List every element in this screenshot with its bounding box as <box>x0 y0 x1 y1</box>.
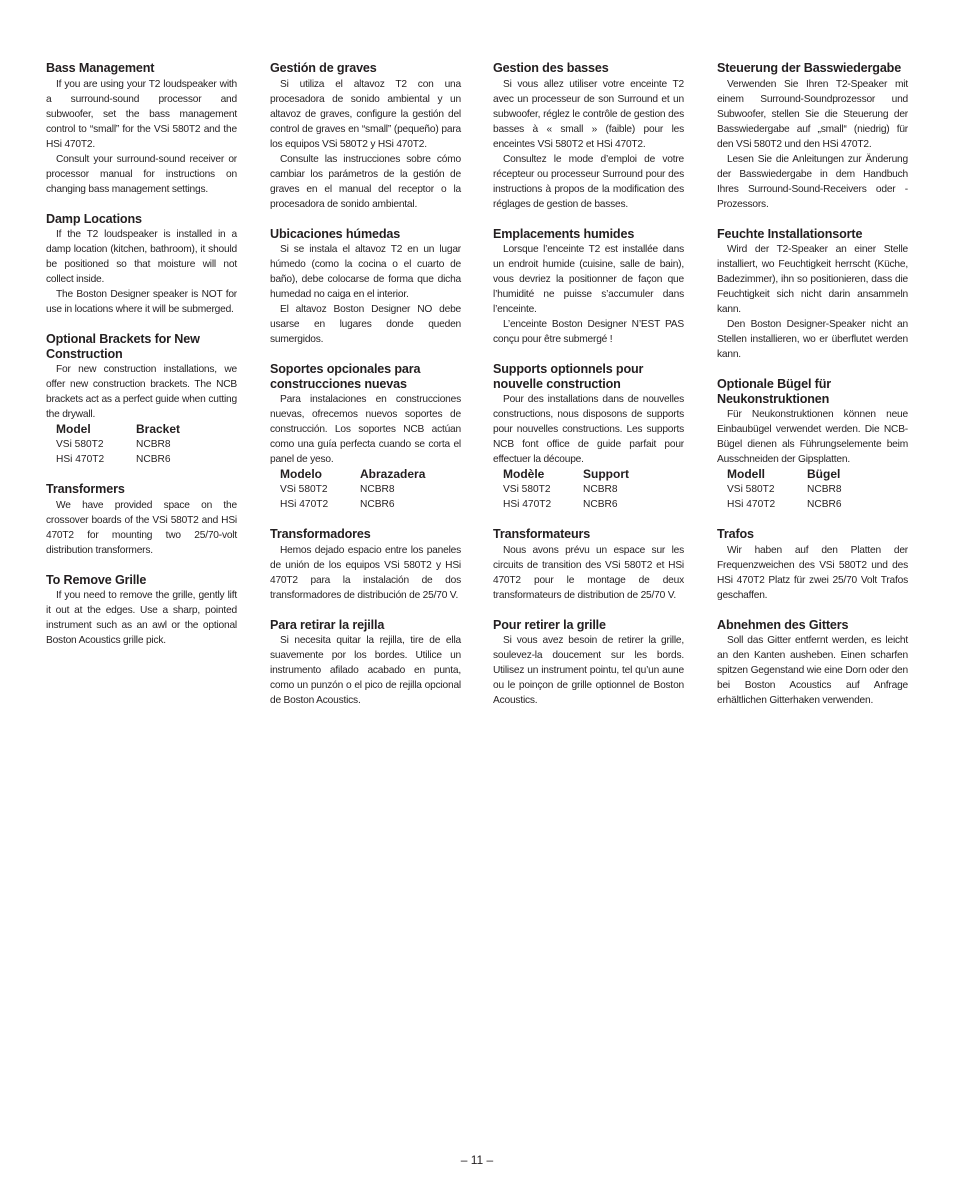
section-paragraph: Si se instala el altavoz T2 en un lugar húmedo (como la cocina o el cuarto de baño), debe colocarse de forma que dicha humedad no caiga en el interior. <box>270 244 461 300</box>
section-heading: Bass Management <box>46 61 155 75</box>
table-header-row <box>503 467 684 482</box>
table-header-cell: Support <box>583 467 629 481</box>
section-paragraph: L’enceinte Boston Designer N’EST PAS conçu pour être submergé ! <box>493 319 684 345</box>
section-heading: Transformateurs <box>493 527 591 541</box>
table-cell: VSi 580T2 <box>727 484 775 495</box>
section-paragraph: Pour des installations dans de nouvelles constructions, nous disposons de supports pour nouvelles constructions. Les supports NCB font office de guide parfait pour effectuer la découpe. <box>493 394 684 465</box>
section-paragraph: Lorsque l’enceinte T2 est installée dans un endroit humide (cuisine, salle de bain), vous devriez la positionner de façon que l’humidité ne puisse s’accumuler dans l’enceinte. <box>493 244 684 315</box>
section-paragraph: Lesen Sie die Anleitungen zur Änderung der Basswiedergabe in dem Handbuch Ihres Surround-Sound-Receivers oder -Prozessors. <box>717 153 908 210</box>
section-heading: Gestión de graves <box>270 61 377 75</box>
section <box>493 61 684 212</box>
section-paragraph: If you need to remove the grille, gently lift it out at the edges. Use a sharp, pointed instrument such as an awl or the optional Boston Acoustics grille pick. <box>46 590 237 646</box>
section-paragraph: If you are using your T2 loudspeaker with a surround-sound processor and subwoofer, set the bass management control to “small” for the VSi 580T2 and the HSi 470T2. <box>46 78 237 150</box>
section <box>717 227 908 363</box>
section-heading: Ubicaciones húmedas <box>270 226 401 241</box>
section-paragraph: Si necesita quitar la rejilla, tire de ella suavemente por los bordes. Utilice un instrumento afilado acabado en punta, como un punzón o el pico de rejilla opcional de Boston Acoustics. <box>270 635 461 706</box>
section-paragraph: Consulte las instrucciones sobre cómo cambiar los parámetros de la gestión de graves en el manual del receptor o la procesadora de sonido ambiental. <box>270 153 461 210</box>
section <box>493 527 684 603</box>
section-heading: Soportes opcionales para construcciones nuevas <box>270 362 421 391</box>
page-number: – 11 – <box>460 1153 494 1167</box>
section-heading: Optionale Bügel für Neukonstruktionen <box>717 377 831 406</box>
section-heading: Abnehmen des Gitters <box>717 617 849 632</box>
section-heading: To Remove Grille <box>46 572 147 587</box>
table-header-cell: Modell <box>727 467 765 481</box>
section-paragraph: We have provided space on the crossover boards of the VSi 580T2 and HSi 470T2 for mounting two 25/70-volt distribution transformers. <box>46 499 237 556</box>
section-paragraph: Si utiliza el altavoz T2 con una procesadora de sonido ambiental y un altavoz de graves, configure la gestión del control de graves en “small” (pequeño) para los equipos VSi 580T2 y HSi 470T2. <box>270 78 461 150</box>
section <box>270 362 461 512</box>
section <box>717 527 908 603</box>
section-heading: Transformadores <box>270 527 371 541</box>
table-cell: NCBR6 <box>807 499 842 510</box>
table-cell: NCBR8 <box>136 439 171 450</box>
table-cell: HSi 470T2 <box>727 499 776 510</box>
section-heading: Para retirar la rejilla <box>270 617 385 632</box>
text-column-1 <box>46 61 237 663</box>
section-paragraph: Si vous allez utiliser votre enceinte T2 avec un processeur de son Surround et un subwoofer, réglez le contrôle de gestion des basses à « small » (faible) pour les enceintes VSi 580T2 et HSi 470T2. <box>493 78 684 150</box>
table-cell: VSi 580T2 <box>503 484 551 495</box>
section-paragraph: Consultez le mode d’emploi de votre récepteur ou processeur Surround pour des instructions à propos de la modification des réglages de gestion de basses. <box>493 153 684 210</box>
table-cell: NCBR6 <box>583 499 618 510</box>
section <box>46 482 237 558</box>
table-cell: NCBR8 <box>583 484 618 495</box>
section-heading: Feuchte Installationsorte <box>717 226 863 241</box>
table-row <box>280 497 461 512</box>
table-header-row <box>727 467 908 482</box>
table-cell: NCBR6 <box>136 454 171 465</box>
table-header-cell: Modèle <box>503 467 545 481</box>
model-bracket-table <box>56 422 237 467</box>
section <box>270 618 461 709</box>
table-header-row <box>56 422 237 437</box>
table-row <box>727 497 908 512</box>
table-header-cell: Abrazadera <box>360 467 426 481</box>
section <box>270 61 461 212</box>
section-paragraph: Nous avons prévu un espace sur les circuits de transition des VSi 580T2 et HSi 470T2 pour le montage de deux transformateurs de distribution de 25/70 V. <box>493 544 684 601</box>
section-heading: Transformers <box>46 482 125 496</box>
section-heading: Supports optionnels pour nouvelle construction <box>493 362 644 391</box>
section <box>46 573 237 649</box>
section-heading: Emplacements humides <box>493 226 635 241</box>
table-cell: NCBR8 <box>360 484 395 495</box>
model-bracket-table <box>280 467 461 512</box>
section-paragraph: Hemos dejado espacio entre los paneles de unión de los equipos VSi 580T2 y HSi 470T2 para la instalación de dos transformadores de distribución de 25/70 V. <box>270 544 461 601</box>
section-heading: Trafos <box>717 527 754 541</box>
section <box>493 618 684 709</box>
section <box>270 527 461 603</box>
table-cell: HSi 470T2 <box>503 499 552 510</box>
table-header-cell: Modelo <box>280 467 322 481</box>
text-column-3 <box>493 61 684 723</box>
section <box>270 227 461 348</box>
section-paragraph: Verwenden Sie Ihren T2-Speaker mit einem Surround-Soundprozessor und Subwoofer, stellen Sie die Steuerung der Basswiedergabe auf „small“ (niedrig) für den VSi 580T2 und den HSi 470T2. <box>717 78 908 150</box>
section-paragraph: Soll das Gitter entfernt werden, es leicht an den Kanten ausheben. Einen scharfen spitzen Gegenstand wie eine Dorn oder den bei Boston Acoustics auf Anfrage erhältlichen Gitterhaken verwenden. <box>717 635 908 706</box>
section-paragraph: For new construction installations, we offer new construction brackets. The NCB brackets act as a perfect guide when cutting the drywall. <box>46 364 237 420</box>
section-paragraph: The Boston Designer speaker is NOT for use in locations where it will be submerged. <box>46 289 237 315</box>
section <box>46 61 237 197</box>
table-cell: NCBR6 <box>360 499 395 510</box>
section <box>46 212 237 318</box>
table-header-cell: Model <box>56 422 91 436</box>
table-cell: NCBR8 <box>807 484 842 495</box>
table-cell: VSi 580T2 <box>280 484 328 495</box>
text-column-2 <box>270 61 461 723</box>
table-row <box>56 437 237 452</box>
table-row <box>280 482 461 497</box>
section <box>717 377 908 512</box>
table-header-cell: Bracket <box>136 422 181 436</box>
model-bracket-table <box>727 467 908 512</box>
model-bracket-table <box>503 467 684 512</box>
section-paragraph: Für Neukonstruktionen können neue Einbaubügel verwendet werden. Die NCB-Bügel dienen als Führungselemente beim Ausschneiden der Gipsplatten. <box>717 409 908 465</box>
section-heading: Damp Locations <box>46 211 142 226</box>
section-paragraph: Wir haben auf den Platten der Frequenzweichen des VSi 580T2 und des HSi 470T2 Platz für zwei 25/70 Volt Trafos geschaffen. <box>717 544 908 601</box>
section <box>46 332 237 467</box>
section-heading: Steuerung der Basswiedergabe <box>717 61 902 75</box>
table-header-row <box>280 467 461 482</box>
table-cell: VSi 580T2 <box>56 439 104 450</box>
section-paragraph: Den Boston Designer-Speaker nicht an Stellen installieren, wo er überflutet werden kann. <box>717 319 908 360</box>
section-paragraph: Consult your surround-sound receiver or processor manual for instructions on changing bass management settings. <box>46 153 237 195</box>
section-paragraph: El altavoz Boston Designer NO debe usarse en lugares donde queden sumergidos. <box>270 304 461 345</box>
section-paragraph: Wird der T2-Speaker an einer Stelle installiert, wo Feuchtigkeit herrscht (Küche, Badezimmer), ihn so positionieren, dass die Feuchtigkeit sich nicht darin ansammeln kann. <box>717 244 908 315</box>
section-heading: Gestion des basses <box>493 61 609 75</box>
table-cell: HSi 470T2 <box>56 454 105 465</box>
section-heading: Optional Brackets for New Construction <box>46 332 200 361</box>
section <box>493 362 684 512</box>
section-paragraph: Para instalaciones en construcciones nuevas, ofrecemos nuevos soportes de construcción. Los soportes NCB actúan como una guía perfecta cuando se corta el panel de yeso. <box>270 394 461 465</box>
page-columns <box>46 61 908 1121</box>
table-header-cell: Bügel <box>807 467 841 481</box>
section-heading: Pour retirer la grille <box>493 617 606 632</box>
table-row <box>56 452 237 467</box>
section <box>493 227 684 348</box>
table-row <box>503 482 684 497</box>
table-cell: HSi 470T2 <box>280 499 329 510</box>
section-paragraph: Si vous avez besoin de retirer la grille, soulevez-la doucement sur les bords. Utilisez un instrument pointu, tel qu’un aune ou le poinçon de grille optionnel de Boston Acoustics. <box>493 635 684 706</box>
section <box>717 618 908 709</box>
table-row <box>503 497 684 512</box>
section-paragraph: If the T2 loudspeaker is installed in a damp location (kitchen, bathroom), it should be positioned so that moisture will not collect inside. <box>46 229 237 285</box>
table-row <box>727 482 908 497</box>
text-column-4 <box>717 61 908 723</box>
section <box>717 61 908 212</box>
